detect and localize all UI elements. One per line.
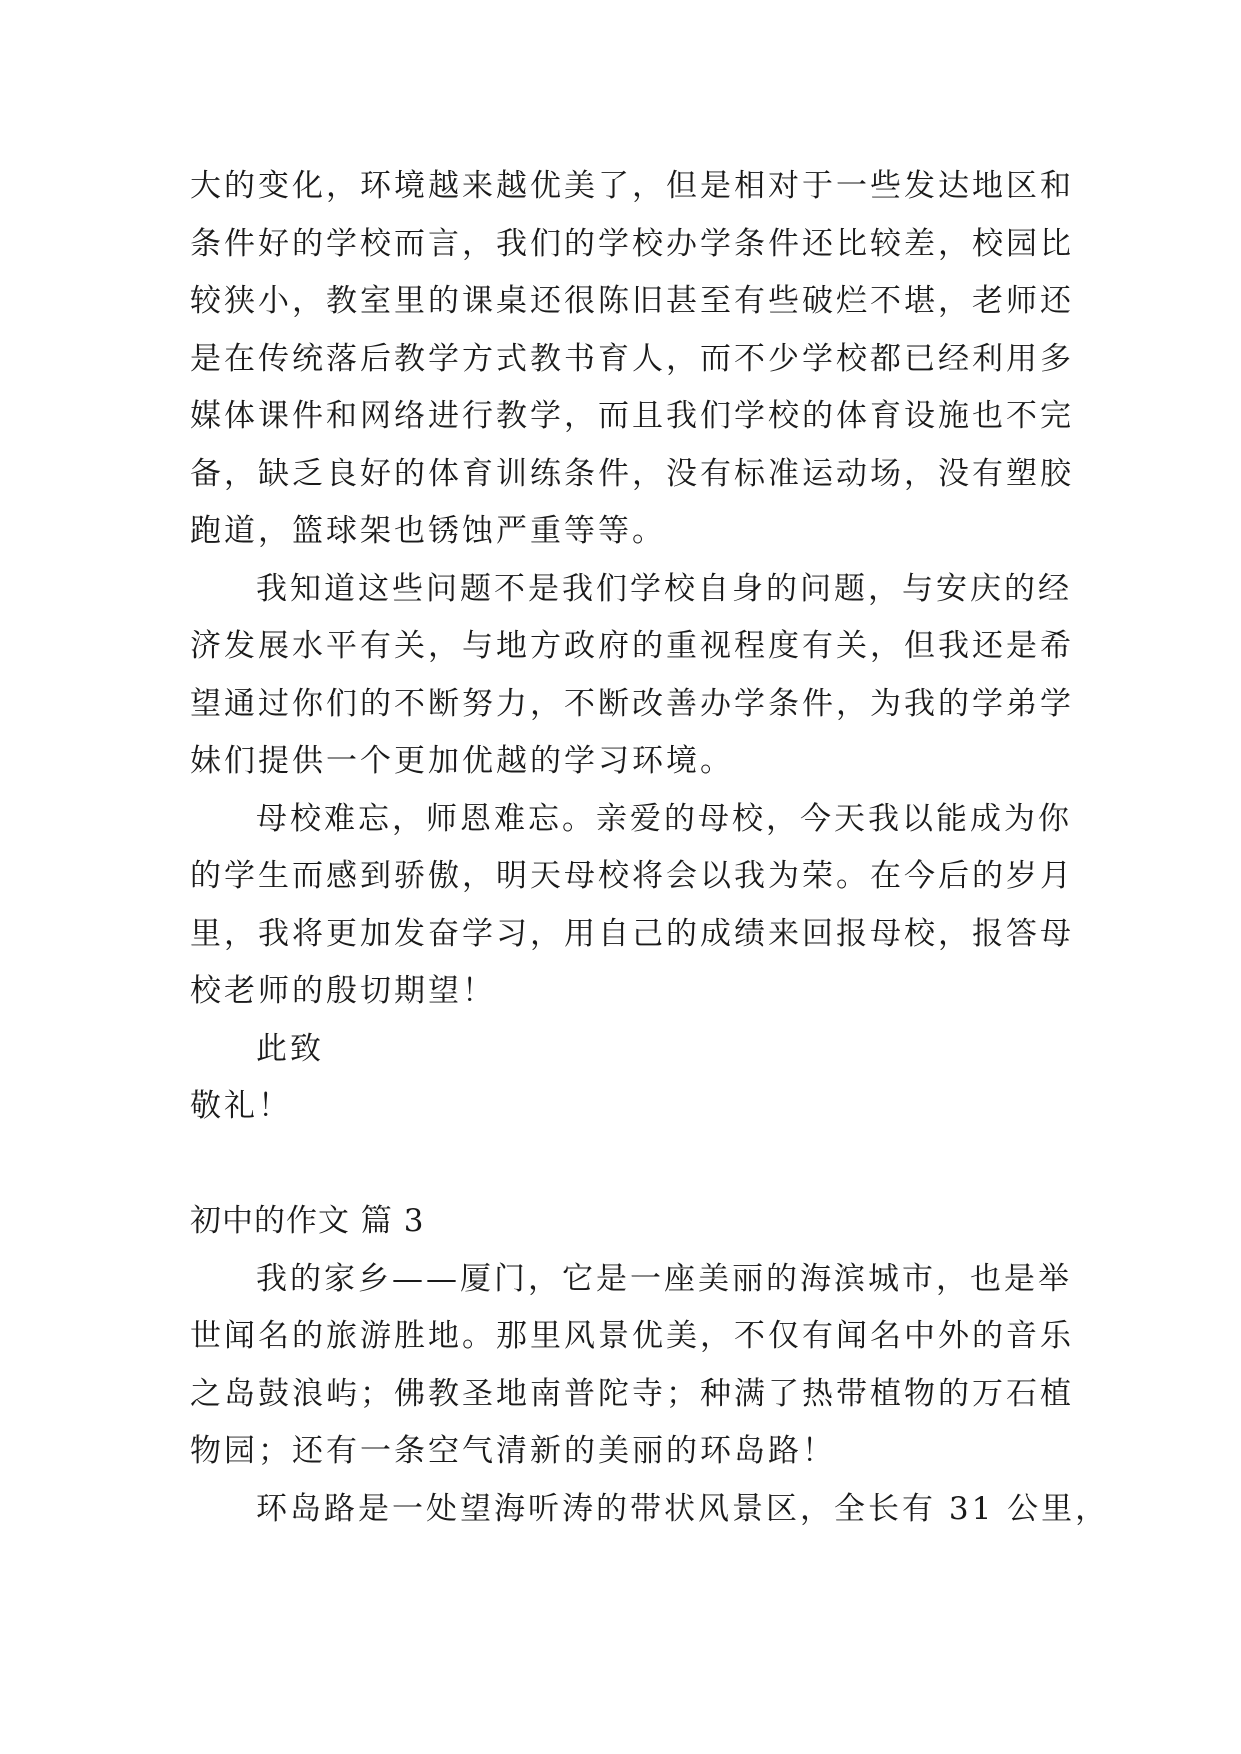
text-line: 妹们提供一个更加优越的学习环境。 [190, 743, 734, 779]
text-line: 大的变化，环境越来越优美了，但是相对于一些发达地区和 [190, 168, 1074, 204]
text-line: 较狭小，教室里的课桌还很陈旧甚至有些破烂不堪，老师还 [190, 283, 1074, 319]
text-line: 媒体课件和网络进行教学，而且我们学校的体育设施也不完 [190, 398, 1074, 434]
text-line: 望通过你们的不断努力，不断改善办学条件，为我的学弟学 [190, 685, 1074, 722]
text-line: 物园；还有一条空气清新的美丽的环岛路！ [190, 1433, 836, 1469]
text-line: 世闻名的旅游胜地。那里风景优美，不仅有闻名中外的音乐 [190, 1318, 1074, 1354]
text-line: 跑道，篮球架也锈蚀严重等等。 [190, 513, 666, 549]
section-spacer [190, 1136, 1070, 1194]
closing-regards: 敬礼！ [190, 1088, 292, 1124]
closing-salutation: 此致 [256, 1030, 324, 1067]
text-line: 校老师的殷切期望！ [190, 973, 496, 1009]
text-line: 是在传统落后教学方式教书育人，而不少学校都已经利用多 [190, 340, 1074, 377]
text-line: 的学生而感到骄傲，明天母校将会以我为荣。在今后的岁月 [190, 858, 1074, 894]
text-line: 济发展水平有关，与地方政府的重视程度有关，但我还是希 [190, 628, 1074, 664]
text-line: 条件好的学校而言，我们的学校办学条件还比较差，校园比 [190, 225, 1074, 262]
text-line: 之岛鼓浪屿；佛教圣地南普陀寺；种满了热带植物的万石植 [190, 1375, 1074, 1412]
paragraph-start-line: 我的家乡——厦门，它是一座美丽的海滨城市，也是举 [256, 1260, 1072, 1297]
paragraph-start-line: 我知道这些问题不是我们学校自身的问题，与安庆的经 [256, 570, 1072, 607]
paragraph-start-line: 环岛路是一处望海听涛的带状风景区，全长有 31 公里， [256, 1490, 1110, 1527]
document-body [190, 158, 1110, 1538]
paragraph-start-line: 母校难忘，师恩难忘。亲爱的母校，今天我以能成为你 [256, 800, 1072, 837]
text-line: 备，缺乏良好的体育训练条件，没有标准运动场，没有塑胶 [190, 455, 1074, 492]
section-title: 初中的作文 篇 3 [190, 1203, 425, 1239]
text-line: 里，我将更加发奋学习，用自己的成绩来回报母校，报答母 [190, 915, 1074, 952]
